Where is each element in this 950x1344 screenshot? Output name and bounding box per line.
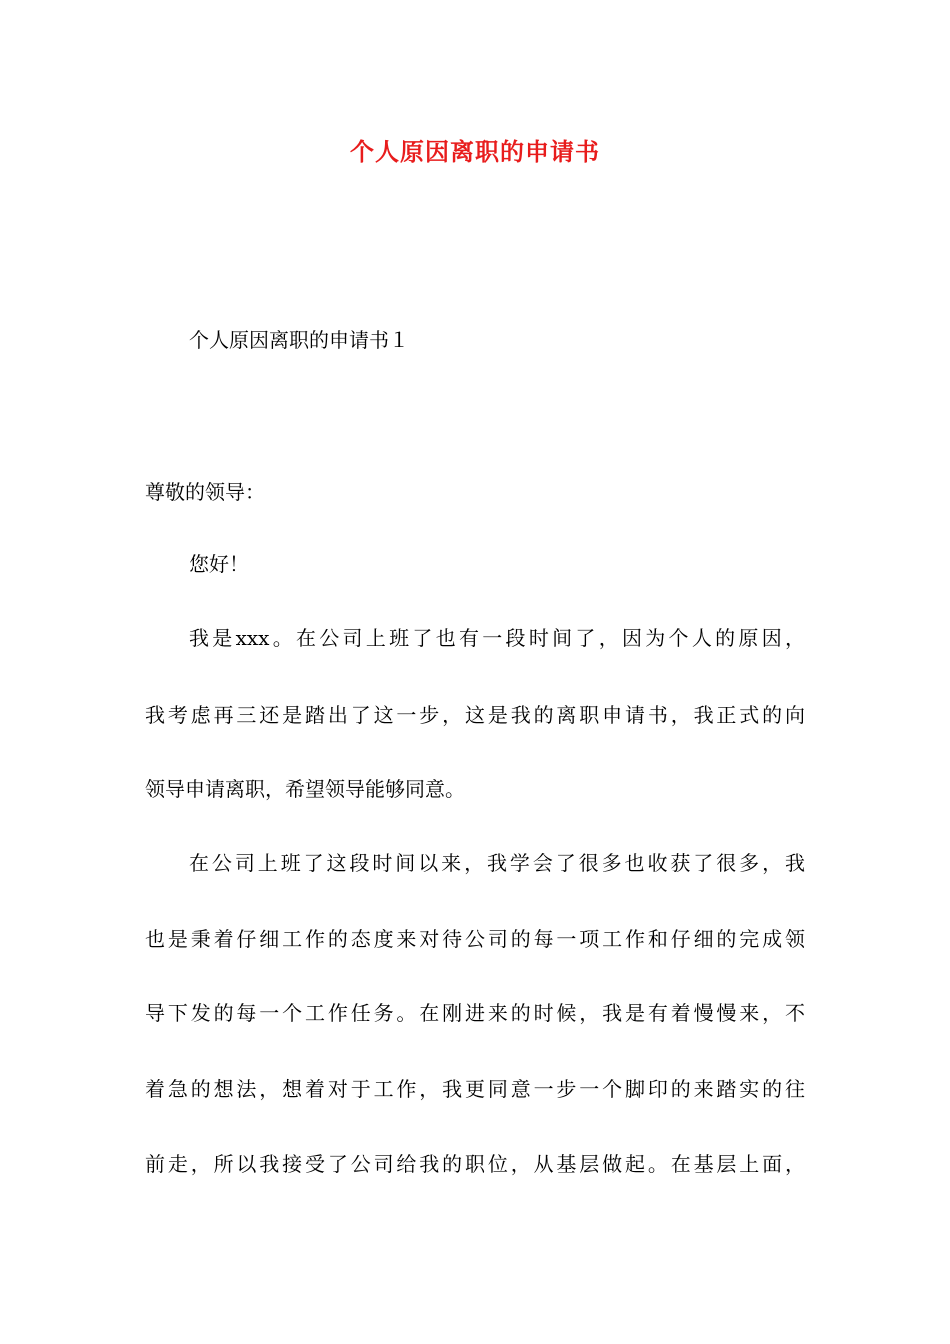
paragraph-1-line-3: 领导申请离职，希望领导能够同意。 — [145, 777, 465, 801]
paragraph-1-line-1: 我是xxx。在公司上班了也有一段时间了，因为个人的原因， — [189, 626, 805, 650]
paragraph-2-line-4: 着急的想法，想着对于工作，我更同意一步一个脚印的来踏实的往 — [145, 1077, 805, 1101]
paragraph-1-line-2: 我考虑再三还是踏出了这一步，这是我的离职申请书，我正式的向 — [145, 703, 805, 727]
paragraph-2-line-5: 前走，所以我接受了公司给我的职位，从基层做起。在基层上面， — [145, 1152, 805, 1176]
document-title: 个人原因离职的申请书 — [350, 137, 600, 166]
paragraph-2-line-1: 在公司上班了这段时间以来，我学会了很多也收获了很多，我 — [189, 851, 805, 875]
section-heading: 个人原因离职的申请书１ — [189, 328, 409, 352]
salutation: 尊敬的领导： — [145, 480, 265, 504]
paragraph-2-line-2: 也是秉着仔细工作的态度来对待公司的每一项工作和仔细的完成领 — [145, 927, 805, 951]
paragraph-2-line-3: 导下发的每一个工作任务。在刚进来的时候，我是有着慢慢来，不 — [145, 1001, 805, 1025]
greeting: 您好！ — [189, 552, 249, 576]
